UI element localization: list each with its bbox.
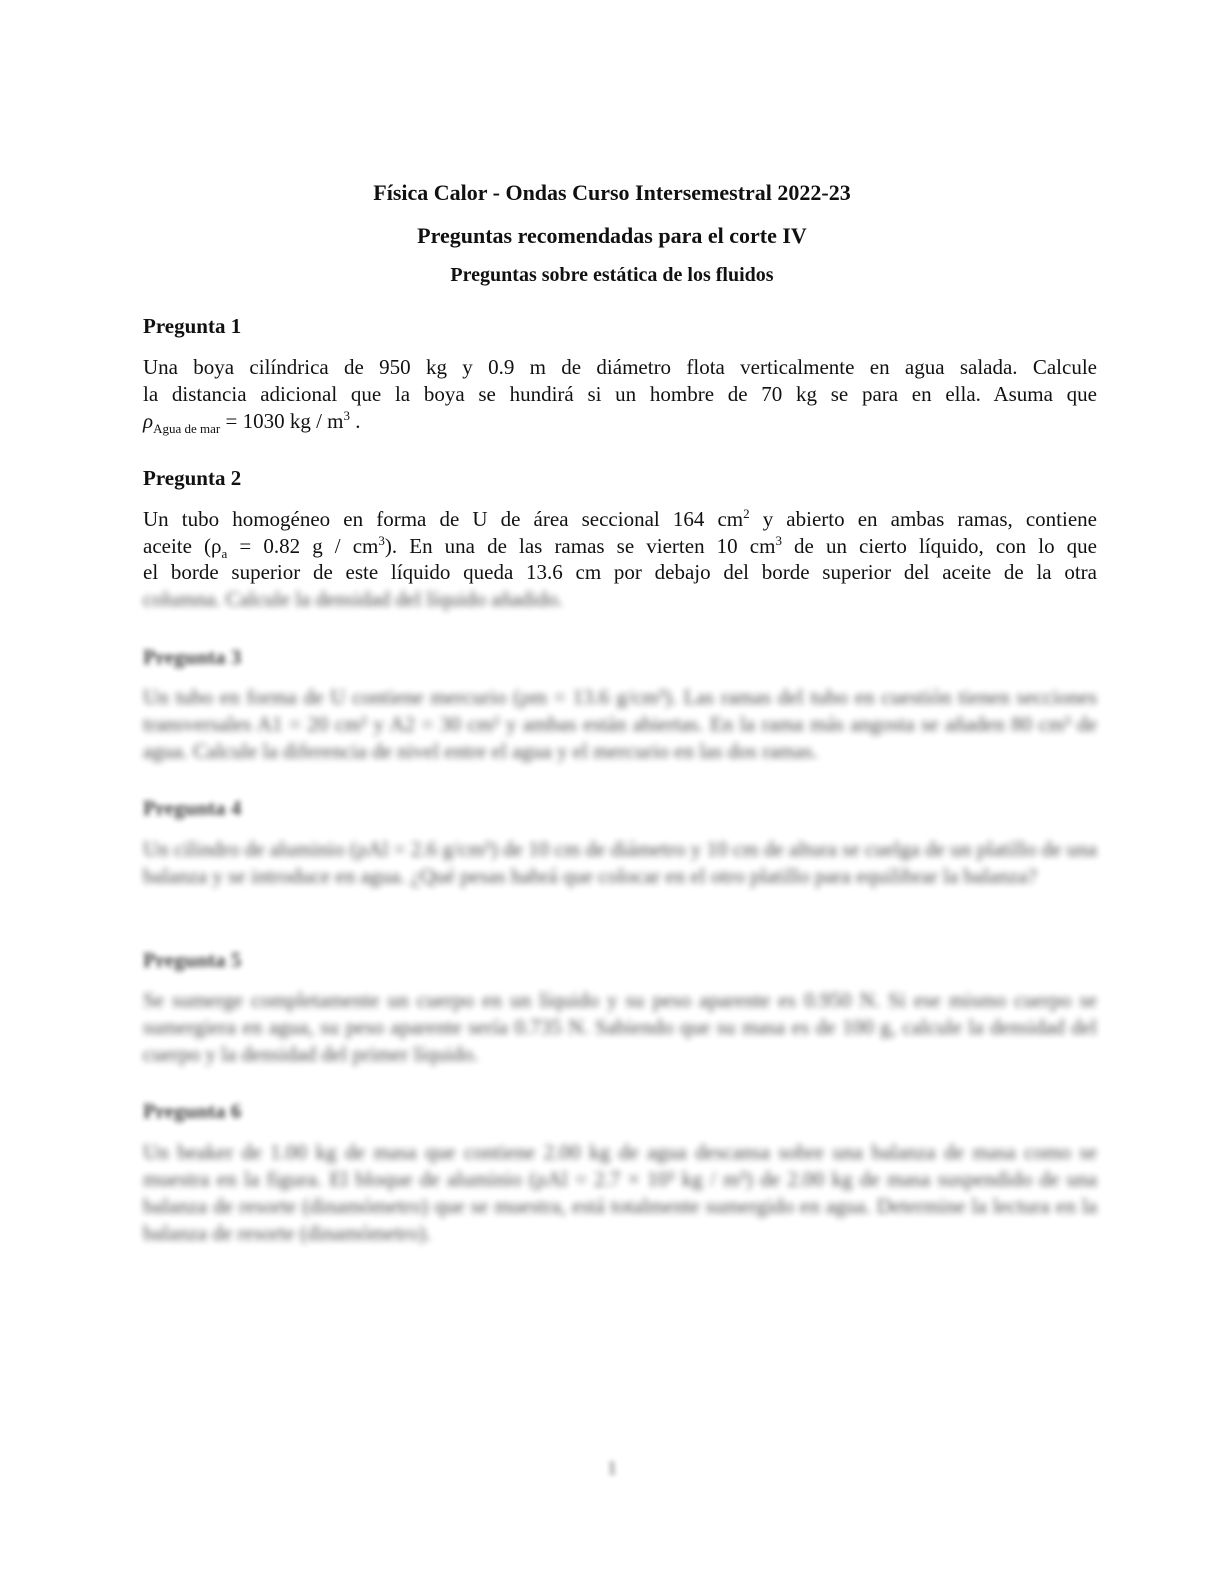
formula-exponent: 3 [343, 408, 350, 423]
question-4-text: Un cilindro de aluminio (ρAl = 2.6 g/cm³) de 10 cm de diámetro y 10 cm de altura se cuelga de un platillo de una balanza y se introduce en agua. ¿Qué pesas habrá que colocar en el otro platillo para equilibrar la balanza? [143, 837, 1097, 888]
question-6-heading: Pregunta 6 [143, 1099, 242, 1123]
formula-end: . [350, 409, 361, 433]
question-5-heading: Pregunta 5 [143, 948, 242, 972]
question-6-text: Un beaker de 1.00 kg de masa que contiene 2.00 kg de agua descansa sobre una balanza de masa como se muestra en la figura. El bloque de aluminio (ρAl = 2.7 × 10³ kg / m³) de 2.00 kg de masa suspendido de una balanza de resorte (dinamómetro) que se muestra, está totalmente sumergido en agua. Determine la lectura en la balanza de resorte (dinamómetro). [143, 1140, 1097, 1245]
question-4-heading: Pregunta 4 [143, 796, 242, 820]
question-2-line [143, 533, 1097, 562]
question-3-heading: Pregunta 3 [143, 645, 242, 669]
subscript: a [221, 546, 228, 562]
exponent: 3 [775, 533, 782, 548]
question-1-formula [143, 408, 1097, 437]
question-1-heading: Pregunta 1 [143, 314, 242, 338]
question-2-line: el borde superior de este líquido queda 13.6 cm por debajo del borde superior del aceite de la otra [143, 560, 1097, 584]
question-1-line: la distancia adicional que la boya se hundirá si un hombre de 70 kg se para en ella. Asuma que [143, 382, 1097, 406]
text: ). En una de las ramas se vierten 10 cm [384, 534, 776, 558]
formula-text: = 1030 kg / m [220, 409, 344, 433]
question-3-text: Un tubo en forma de U contiene mercurio (ρm = 13.6 g/cm³). Las ramas del tubo en cuestión tienen secciones transversales A1 = 20 cm² y A2 = 30 cm² y ambas están abiertas. En la rama más angosta se añaden 80 cm³ de agua. Calcule la diferencia de nivel entre el agua y el mercurio en las dos ramas. [143, 685, 1097, 763]
text: = 0.82 g / cm [227, 534, 379, 558]
exponent: 3 [378, 533, 385, 548]
question-5-text: Se sumerge completamente un cuerpo en un líquido y su peso aparente es 0.950 N. Si ese mismo cuerpo se sumergiera en agua, su peso aparente sería 0.735 N. Sabiendo que su masa es de 100 g, calcule la densidad del cuerpo y la densidad del primer líquido. [143, 988, 1097, 1066]
question-2-line-blurred: columna. Calcule la densidad del líquido añadido. [143, 587, 563, 611]
question-2-line [143, 507, 1097, 532]
section-title: Preguntas sobre estática de los fluidos [450, 264, 774, 286]
text: Un tubo homogéneo en forma de U de área seccional 164 cm [143, 507, 744, 531]
question-1-line: Una boya cilíndrica de 950 kg y 0.9 m de diámetro flota verticalmente en agua salada. Calcule [143, 355, 1097, 379]
page-number: 1 [607, 1458, 617, 1479]
rho-symbol: ρ [143, 409, 154, 433]
rho-subscript: Agua de mar [153, 421, 221, 437]
text: y abierto en ambas ramas, contiene [749, 507, 1097, 531]
text: de un cierto líquido, con lo que [781, 534, 1097, 558]
text: aceite (ρ [143, 534, 222, 558]
document-subtitle: Preguntas recomendadas para el corte IV [417, 223, 807, 248]
document-title: Física Calor - Ondas Curso Intersemestral 2022-23 [373, 180, 851, 205]
exponent: 2 [743, 506, 750, 521]
question-2-heading: Pregunta 2 [143, 466, 242, 490]
